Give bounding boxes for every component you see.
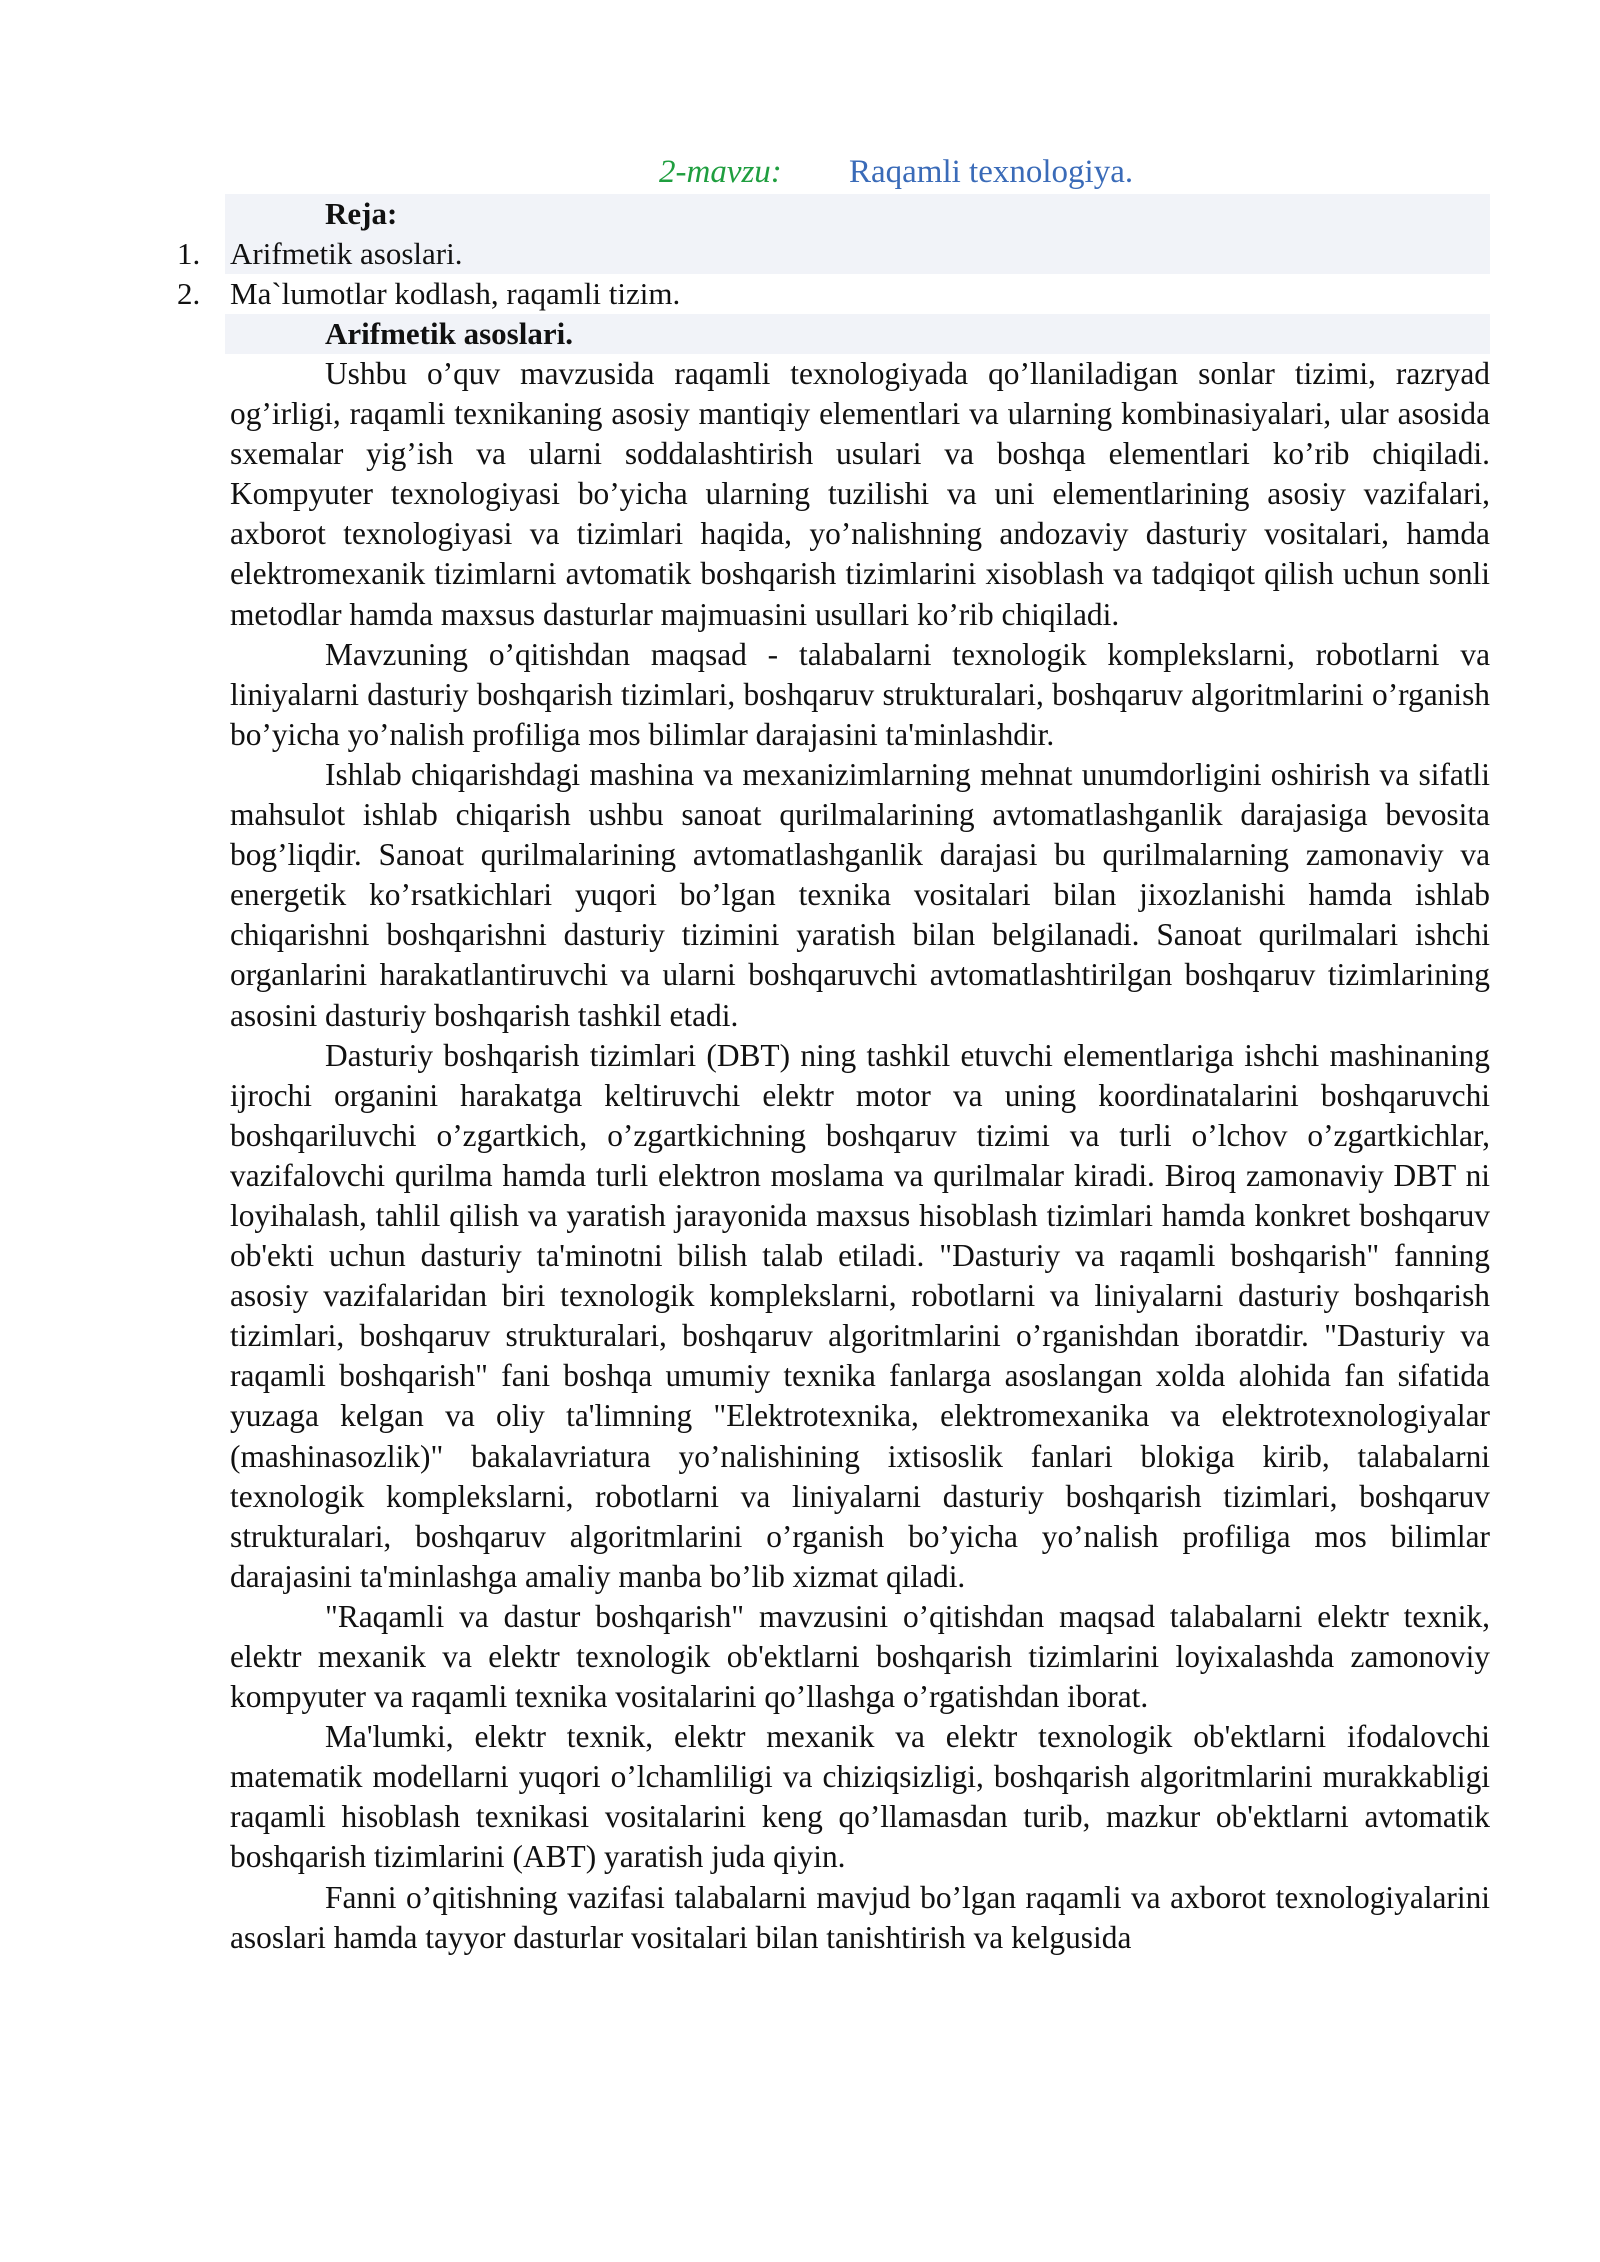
list-text: Arifmetik asoslari.: [230, 236, 463, 271]
section-body: [230, 354, 1490, 1958]
paragraph: Mavzuning o’qitishdan maqsad - talabalarni texnologik komplekslarni, robotlarni va liniyalarni dasturiy boshqarish tizimlari, boshqaruv strukturalari, boshqaruv algoritmlarini o’rganish bo’yicha yo’nalish profiliga mos bilimlar darajasini ta'minlashdir.: [230, 636, 1490, 752]
paragraph: Ushbu o’quv mavzusida raqamli texnologiyada qo’llaniladigan sonlar tizimi, razryad og’irligi, raqamli texnikaning asosiy mantiqiy elementlari va ularning kombinasiyalari, ular asosida sxemalar yig’ish va ularni soddalashtirish usulari va boshqa elementlari ko’rib chiqiladi. Kompyuter texnologiyasi bo’yicha ularning tuzilishi va uni elementlarining asosiy vazifalari, axborot texnologiyasi va tizimlari haqida, yo’nalishning andozaviy dasturiy vositalari, hamda elektromexanik tizimlarni avtomatik boshqarish tizimlarini xisoblash va tadqiqot qilish uchun sonli metodlar hamda maxsus dasturlar majmuasini usullari ko’rib chiqiladi.: [230, 356, 1490, 632]
paragraph: "Raqamli va dastur boshqarish" mavzusini o’qitishdan maqsad talabalarni elektr texnik, elektr mexanik va elektr texnologik ob'ektlarni boshqarish tizimlarini loyixalashda zamonoviy kompyuter va raqamli texnika vositalarini qo’llashga o’rgatishdan iborat.: [230, 1598, 1490, 1715]
list-text: Ma`lumotlar kodlash, raqamli tizim.: [230, 276, 681, 311]
plan-list-item: [177, 234, 1490, 274]
section-heading: Arifmetik asoslari.: [225, 314, 1490, 354]
topic-title: Raqamli texnologiya.: [849, 154, 1134, 190]
plan-label: Reja:: [225, 194, 1490, 234]
document-title: [0, 150, 1600, 194]
topic-number: 2-mavzu:: [659, 154, 782, 190]
plan-list-item: [177, 274, 1490, 314]
list-number: 2.: [177, 276, 201, 311]
paragraph: Ma'lumki, elektr texnik, elektr mexanik va elektr texnologik ob'ektlarni ifodalovchi matematik modellarni yuqori o’lchamliligi va chiziqsizligi, boshqarish algoritmlarini murakkabligi raqamli hisoblash texnikasi vositalarini keng qo’llamasdan turib, mazkur ob'ektlarni avtomatik boshqarish tizimlarini (ABT) yaratish juda qiyin.: [230, 1719, 1490, 1875]
list-number: 1.: [177, 236, 201, 271]
paragraph: Fanni o’qitishning vazifasi talabalarni mavjud bo’lgan raqamli va axborot texnologiyalarini asoslari hamda tayyor dasturlar vositalari bilan tanishtirish va kelgusida: [230, 1879, 1490, 1955]
paragraph: Dasturiy boshqarish tizimlari (DBT) ning tashkil etuvchi elementlariga ishchi mashinaning ijrochi organini harakatga keltiruvchi elektr motor va uning koordinatalarini boshqaruvchi boshqariluvchi o’zgartkich, o’zgartkichning boshqaruv tizimi va turli o’lchov o’zgartkichlar, vazifalovchi qurilma hamda turli elektron moslama va qurilmalar kiradi. Biroq zamonaviy DBT ni loyihalash, tahlil qilish va yaratish jarayonida maxsus hisoblash tizimlari hamda konkret boshqaruv ob'ekti uchun dasturiy ta'minotni bilish talab etiladi. "Dasturiy va raqamli boshqarish" fanning asosiy vazifalaridan biri texnologik komplekslarni, robotlarni va liniyalarni dasturiy boshqarish tizimlari, boshqaruv strukturalari, boshqaruv algoritmlarini o’rganishdan iboratdir. "Dasturiy va raqamli boshqarish" fani boshqa umumiy texnika fanlarga asoslangan xolda alohida fan sifatida yuzaga kelgan va oliy ta'limning "Elektrotexnika, elektromexanika va elektrotexnologiyalar (mashinasozlik)" bakalavriatura yo’nalishining ixtisoslik fanlari blokiga kirib, talabalarni texnologik komplekslarni, robotlarni va liniyalarni dasturiy boshqarish tizimlari, boshqaruv strukturalari, boshqaruv algoritmlarini o’rganish bo’yicha yo’nalish profiliga mos bilimlar darajasini ta'minlashga amaliy manba bo’lib xizmat qiladi.: [230, 1037, 1490, 1594]
paragraph: Ishlab chiqarishdagi mashina va mexanizimlarning mehnat unumdorligini oshirish va sifatli mahsulot ishlab chiqarish ushbu sanoat qurilmalarining avtomatlashganlik darajasiga bevosita bog’liqdir. Sanoat qurilmalarining avtomatlashganlik darajasi bu qurilmalarning zamonaviy va energetik ko’rsatkichlari yuqori bo’lgan texnika vositalari bilan jixozlanishi hamda ishlab chiqarishni boshqarishni dasturiy tizimini yaratish bilan belgilanadi. Sanoat qurilmalari ishchi organlarini harakatlantiruvchi va ularni boshqaruvchi avtomatlashtirilgan boshqaruv tizimlarining asosini dasturiy boshqarish tashkil etadi.: [230, 756, 1490, 1033]
